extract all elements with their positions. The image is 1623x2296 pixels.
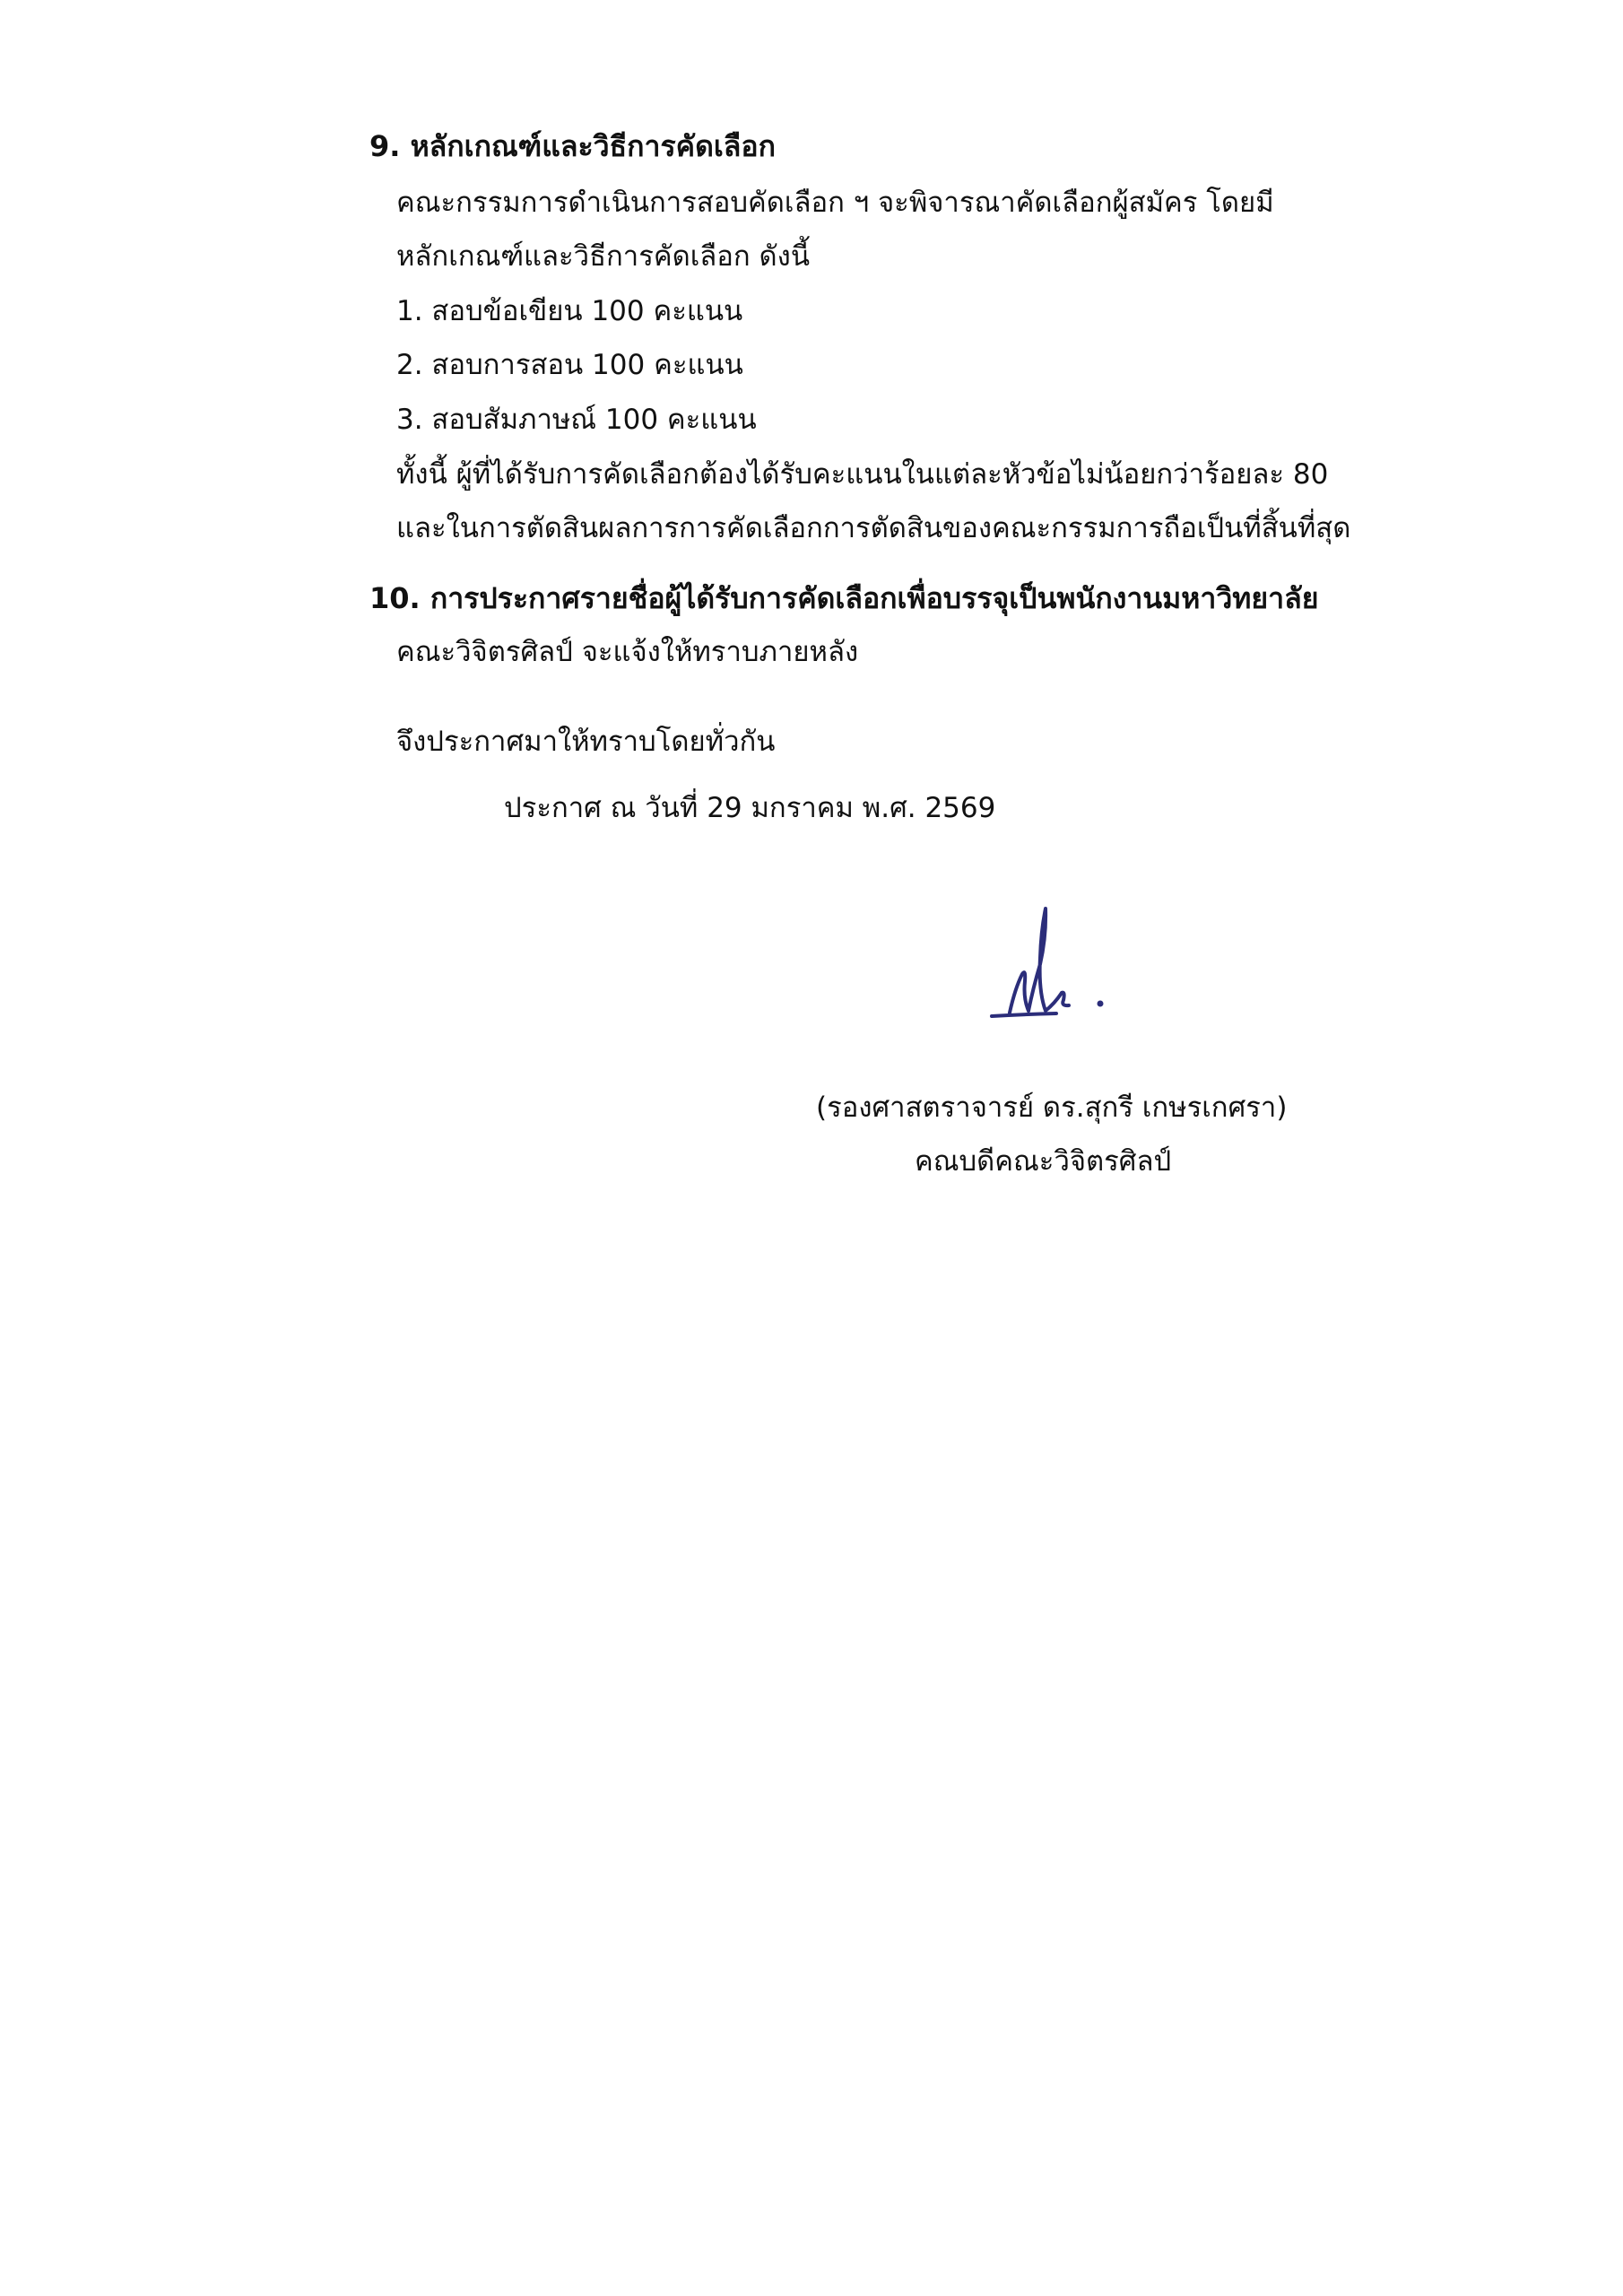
criteria-item-teaching-exam: 2. สอบการสอน 100 คะแนน bbox=[396, 349, 743, 381]
criteria-item-interview: 3. สอบสัมภาษณ์ 100 คะแนน bbox=[396, 404, 757, 436]
section-9-note-line-1: ทั้งนี้ ผู้ที่ได้รับการคัดเลือกต้องได้รับคะแนนในแต่ละหัวข้อไม่น้อยกว่าร้อยละ 80 bbox=[396, 458, 1329, 491]
section-10-body: คณะวิจิตรศิลป์ จะแจ้งให้ทราบภายหลัง bbox=[396, 636, 859, 668]
section-9-intro-line-2: หลักเกณฑ์และวิธีการคัดเลือก ดังนี้ bbox=[396, 240, 811, 273]
announcement-date: ประกาศ ณ วันที่ 29 มกราคม พ.ศ. 2569 bbox=[504, 792, 996, 824]
criteria-item-written-exam: 1. สอบข้อเขียน 100 คะแนน bbox=[396, 295, 743, 327]
signature-image bbox=[986, 906, 1121, 1031]
section-10-heading: 10. การประกาศรายชื่อผู้ได้รับการคัดเลือกเพื่อบรรจุเป็นพนักงานมหาวิทยาลัย bbox=[369, 581, 1319, 615]
signatory-title: คณบดีคณะวิจิตรศิลป์ bbox=[915, 1145, 1172, 1178]
section-9-note-line-2: และในการตัดสินผลการการคัดเลือกการตัดสินของคณะกรรมการถือเป็นที่สิ้นที่สุด bbox=[396, 512, 1351, 544]
section-9-heading: 9. หลักเกณฑ์และวิธีการคัดเลือก bbox=[369, 129, 776, 163]
closing-announcement: จึงประกาศมาให้ทราบโดยทั่วกัน bbox=[396, 726, 776, 758]
section-9-intro-line-1: คณะกรรมการดำเนินการสอบคัดเลือก ฯ จะพิจารณาคัดเลือกผู้สมัคร โดยมี bbox=[396, 187, 1274, 219]
signatory-name: (รองศาสตราจารย์ ดร.สุกรี เกษรเกศรา) bbox=[816, 1091, 1288, 1124]
